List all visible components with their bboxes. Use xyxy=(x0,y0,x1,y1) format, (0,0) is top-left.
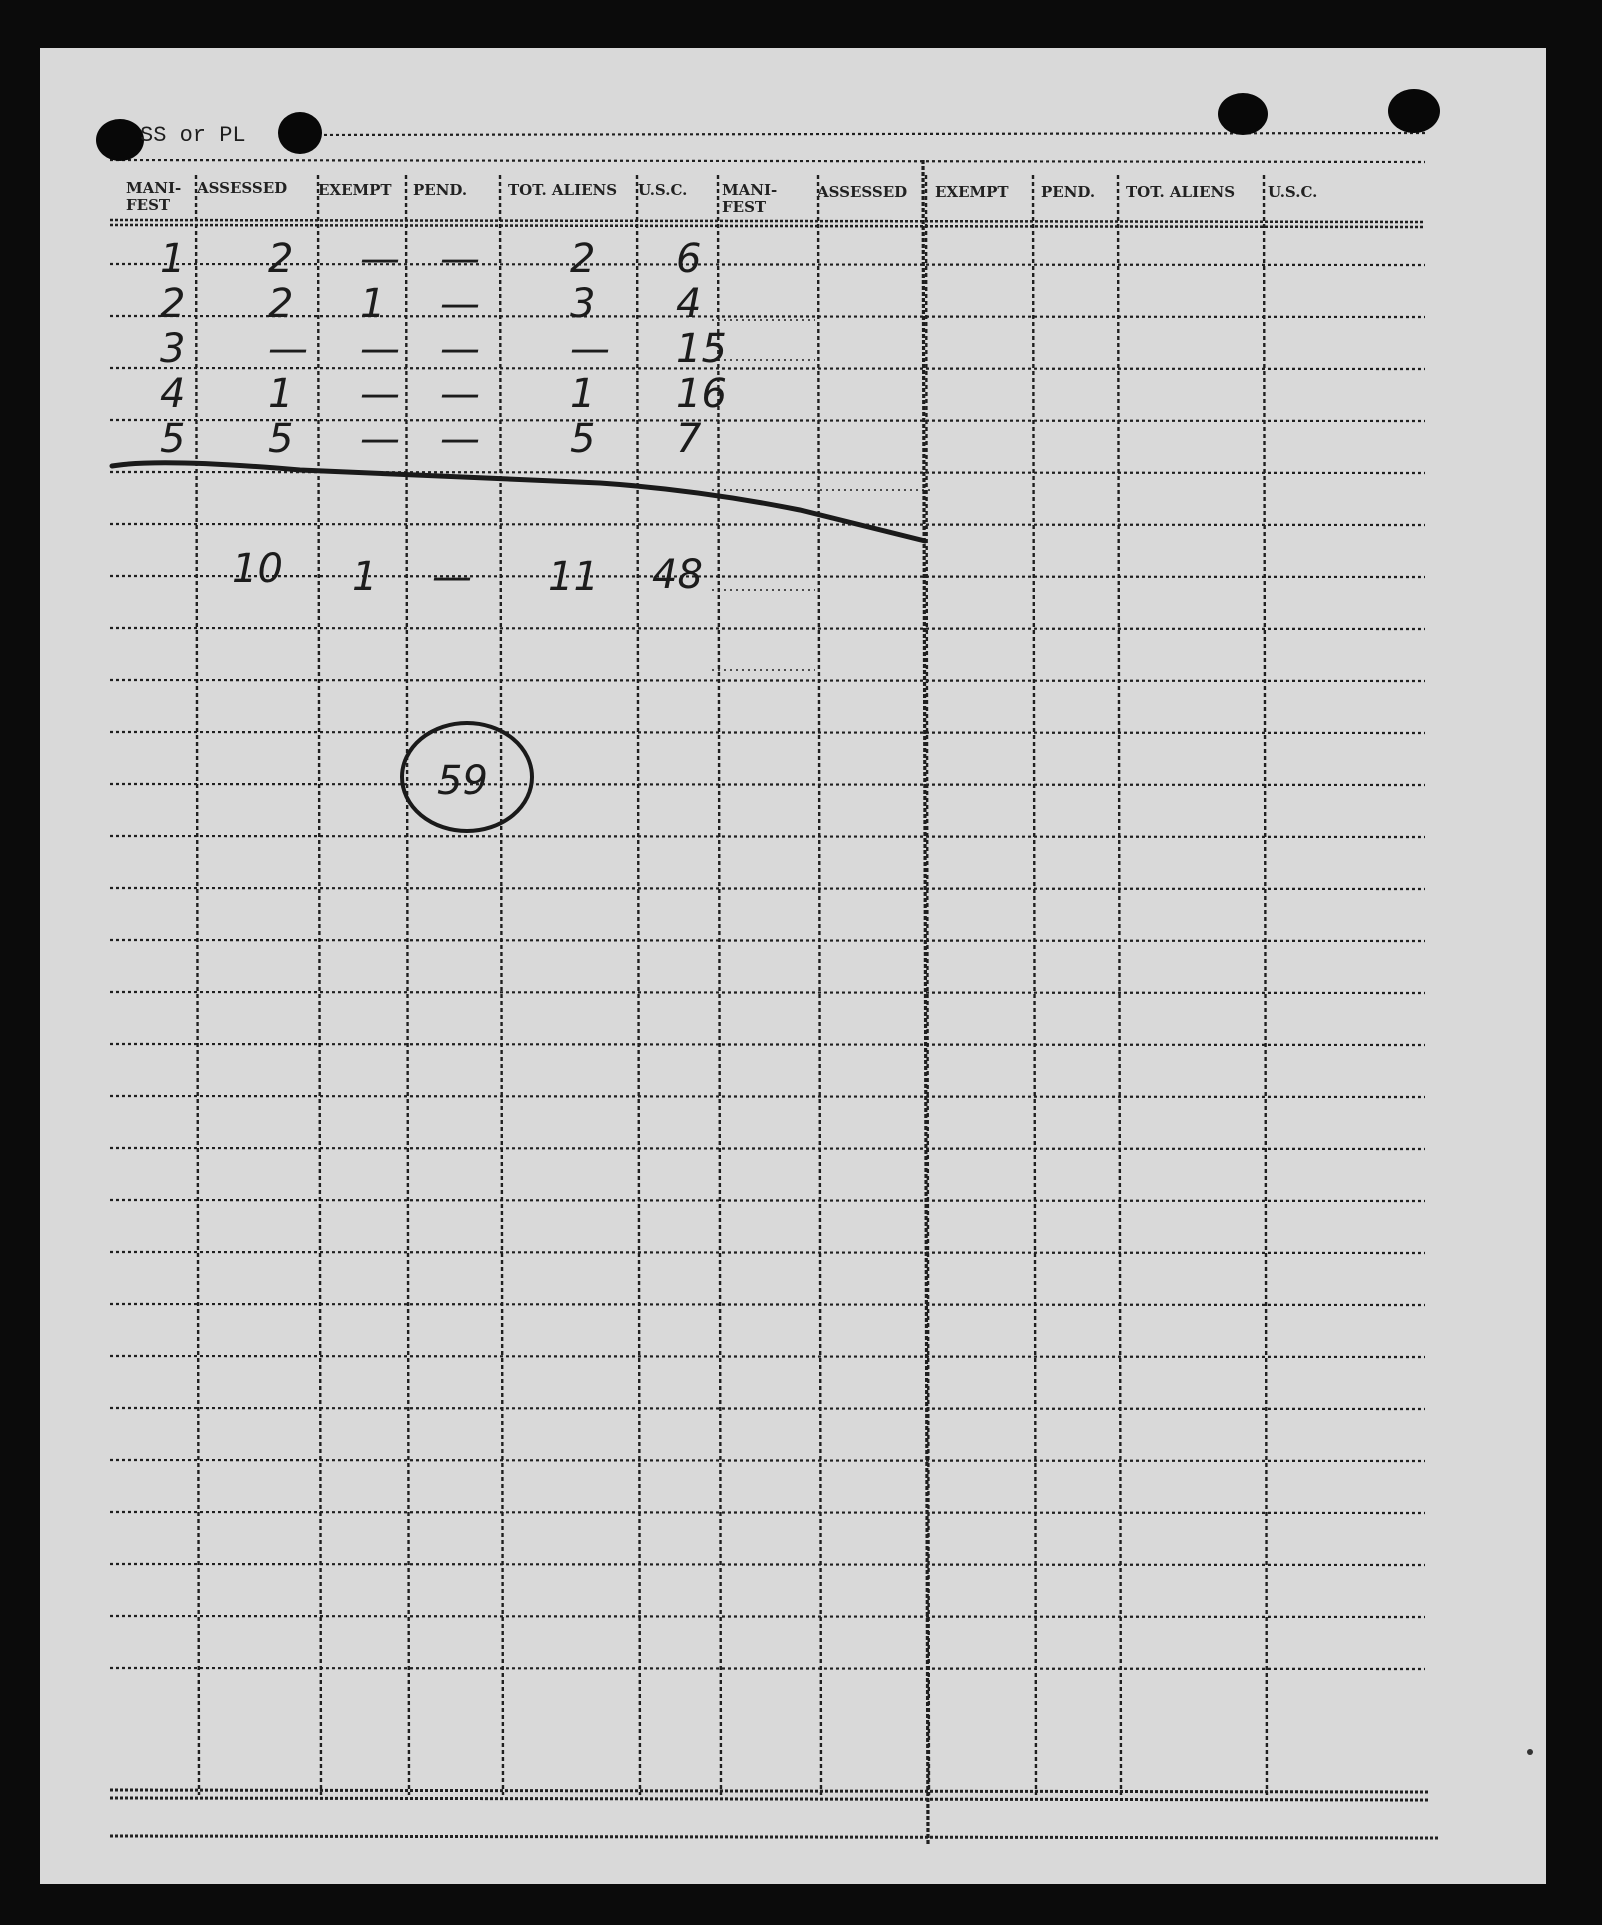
header-pend: PEND. xyxy=(413,181,468,199)
punch-hole xyxy=(278,112,322,154)
entry-assessed: — xyxy=(268,326,308,372)
entry-tot-aliens: 2 xyxy=(570,236,596,282)
header-usc: U.S.C. xyxy=(638,181,688,199)
entry-pend: — xyxy=(440,326,480,372)
paper-sheet xyxy=(40,48,1546,1884)
total-tot-aliens: 11 xyxy=(548,554,599,600)
scan-speck xyxy=(1527,1749,1533,1755)
header-manifest-line1: MANI- xyxy=(722,181,778,199)
header-assessed: ASSESSED xyxy=(197,179,288,197)
entry-manifest: 2 xyxy=(160,281,186,327)
entry-exempt: — xyxy=(360,236,400,282)
entry-manifest: 4 xyxy=(160,371,186,417)
entry-pend: — xyxy=(440,236,480,282)
entry-exempt: — xyxy=(360,326,400,372)
entry-manifest: 1 xyxy=(160,236,186,282)
total-usc: 48 xyxy=(652,552,703,598)
header-exempt-right: EXEMPT xyxy=(935,183,1009,201)
entry-tot-aliens: 3 xyxy=(570,281,596,327)
total-exempt: 1 xyxy=(352,554,378,600)
entry-exempt: — xyxy=(360,371,400,417)
entry-tot-aliens: — xyxy=(570,326,610,372)
header-exempt: EXEMPT xyxy=(318,181,392,199)
total-pend: — xyxy=(432,554,472,600)
entry-pend: — xyxy=(440,281,480,327)
entry-assessed: 2 xyxy=(268,281,294,327)
entry-tot-aliens: 5 xyxy=(570,416,596,462)
header-manifest-line1: MANI- xyxy=(126,179,182,197)
header-usc-right: U.S.C. xyxy=(1268,183,1318,201)
header-tot-aliens-right: TOT. ALIENS xyxy=(1126,183,1236,201)
entry-usc: 16 xyxy=(676,371,727,417)
entry-assessed: 5 xyxy=(268,416,294,462)
entry-assessed: 2 xyxy=(268,236,294,282)
entry-usc: 6 xyxy=(676,236,702,282)
entry-manifest: 3 xyxy=(160,326,186,372)
entry-usc: 15 xyxy=(676,326,727,372)
form-heading: SS or PL xyxy=(140,123,246,148)
entry-exempt: — xyxy=(360,416,400,462)
entry-usc: 7 xyxy=(676,416,702,462)
header-pend-right: PEND. xyxy=(1041,183,1096,201)
entry-usc: 4 xyxy=(676,281,702,327)
total-assessed: 10 xyxy=(232,546,283,592)
entry-assessed: 1 xyxy=(268,371,294,417)
punch-hole xyxy=(1388,89,1440,133)
entry-tot-aliens: 1 xyxy=(570,371,596,417)
header-manifest-line2: FEST xyxy=(126,196,171,214)
punch-hole xyxy=(96,119,144,161)
entry-pend: — xyxy=(440,371,480,417)
entry-manifest: 5 xyxy=(160,416,186,462)
header-assessed-right: ASSESSED xyxy=(817,183,908,201)
entry-pend: — xyxy=(440,416,480,462)
header-manifest-line2: FEST xyxy=(722,198,767,216)
circled-total: 59 xyxy=(437,758,488,804)
punch-hole xyxy=(1218,93,1268,135)
header-tot-aliens: TOT. ALIENS xyxy=(508,181,618,199)
entry-exempt: 1 xyxy=(360,281,386,327)
